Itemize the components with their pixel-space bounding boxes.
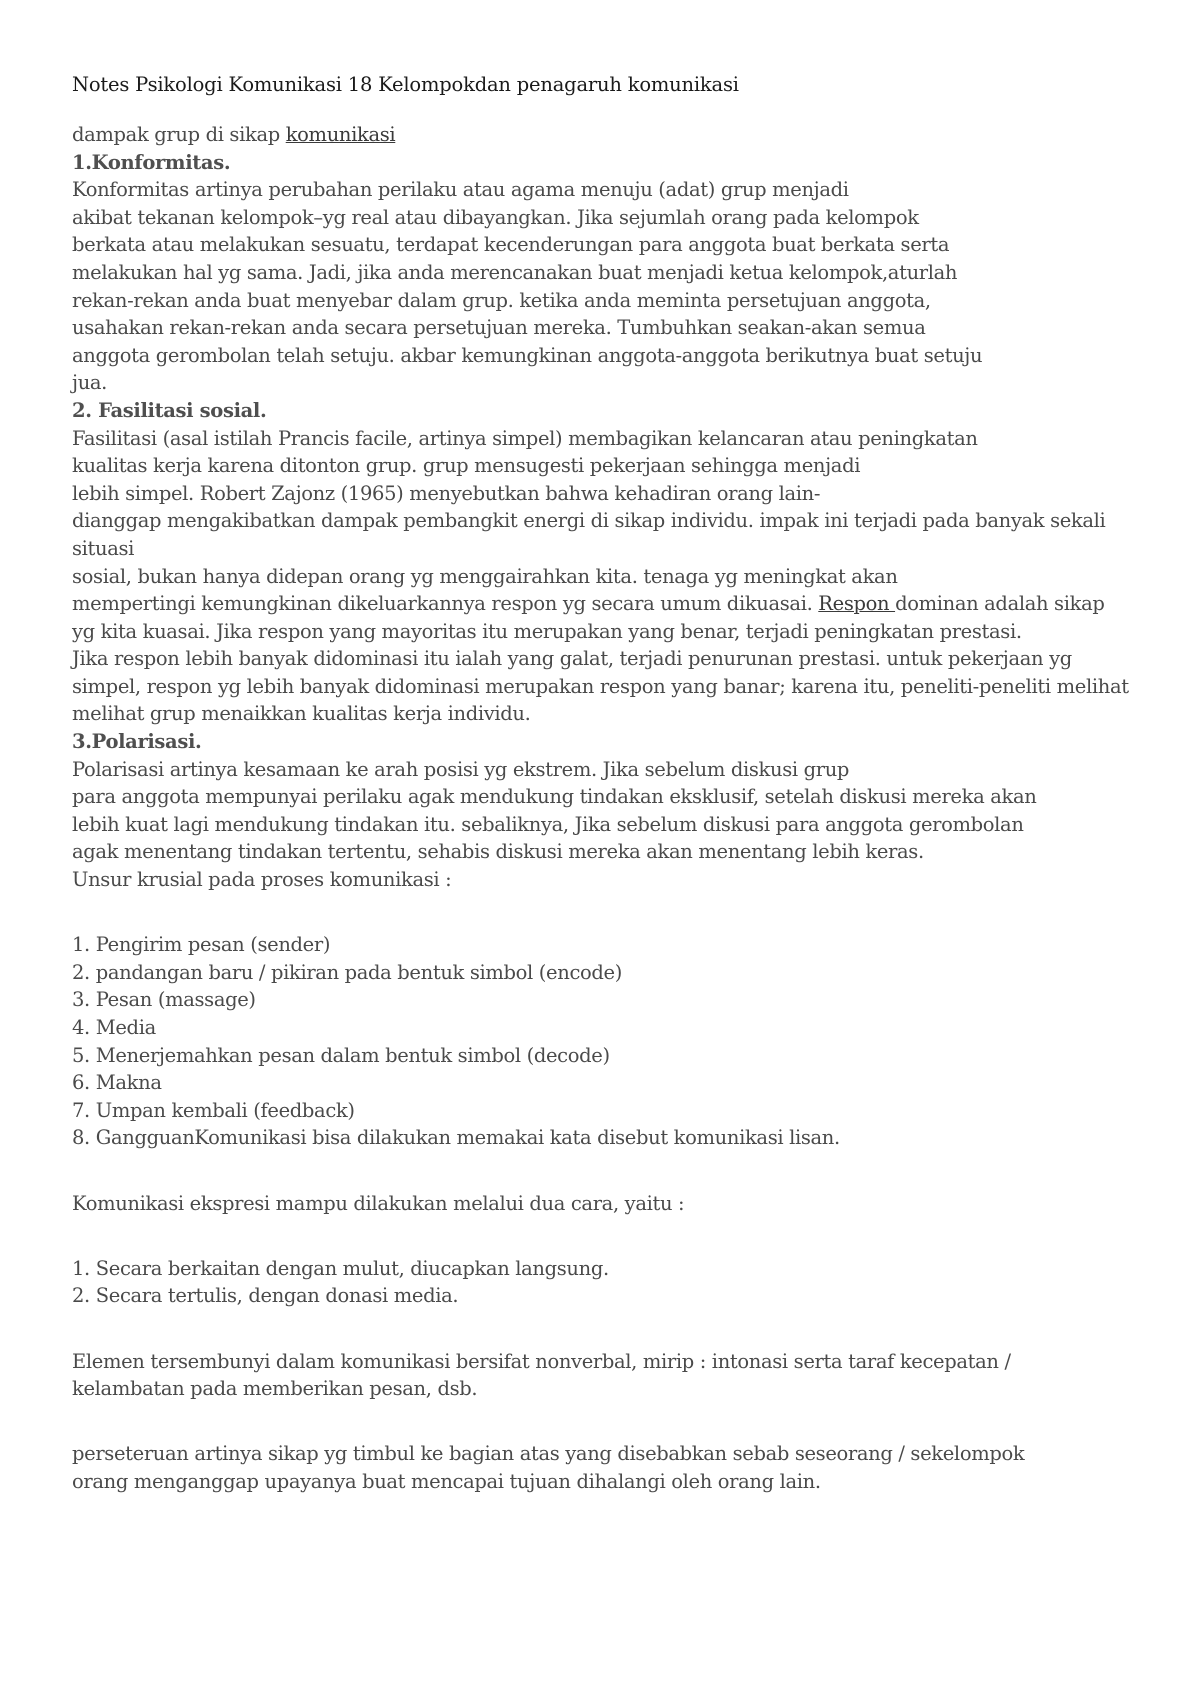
intro-line	[72, 121, 1152, 149]
respon-suffix: dominan adalah sikap	[895, 592, 1105, 616]
spacer	[72, 1245, 1152, 1255]
paragraph-line: melakukan hal yg sama. Jadi, jika anda merencanakan buat menjadi ketua kelompok,aturlah	[72, 260, 958, 284]
section-heading-konformitas: 1.Konformitas.	[72, 150, 231, 174]
list-item: 5. Menerjemahkan pesan dalam bentuk simbol (decode)	[72, 1043, 610, 1067]
paragraph-line: melihat grup menaikkan kualitas kerja individu.	[72, 702, 531, 726]
intro-text: dampak grup di sikap	[72, 123, 286, 146]
paragraph-line: perseteruan artinya sikap yg timbul ke bagian atas yang disebabkan sebab seseorang / sekelompok	[72, 1442, 1025, 1466]
paragraph-line: jua.	[72, 371, 108, 395]
list-item: 2. Secara tertulis, dengan donasi media.	[72, 1284, 459, 1308]
spacer	[72, 1180, 1152, 1190]
paragraph-line: kelambatan pada memberikan pesan, dsb.	[72, 1377, 478, 1401]
paragraph-line: Polarisasi artinya kesamaan ke arah posisi yg ekstrem. Jika sebelum diskusi grup	[72, 757, 850, 781]
spacer	[72, 1217, 1152, 1245]
expressive-intro: Komunikasi ekspresi mampu dilakukan melalui dua cara, yaitu :	[72, 1191, 685, 1215]
respon-link[interactable]: Respon	[818, 592, 896, 616]
paragraph-line: lebih kuat lagi mendukung tindakan itu. sebaliknya, Jika sebelum diskusi para anggota gerombolan	[72, 812, 1024, 836]
paragraph-line: lebih simpel. Robert Zajonz (1965) menyebutkan bahwa kehadiran orang lain-	[72, 481, 821, 505]
section-heading-polarisasi: 3.Polarisasi.	[72, 730, 202, 754]
paragraph-line-respon	[72, 590, 1152, 618]
list-item: 1. Pengirim pesan (sender)	[72, 933, 331, 957]
paragraph-line: Elemen tersembunyi dalam komunikasi bersifat nonverbal, mirip : intonasi serta taraf kecepatan /	[72, 1349, 1011, 1373]
list-item: 3. Pesan (massage)	[72, 988, 256, 1012]
spacer	[72, 1403, 1152, 1431]
spacer	[72, 1310, 1152, 1338]
paragraph-line: Konformitas artinya perubahan perilaku atau agama menuju (adat) grup menjadi	[72, 178, 849, 202]
paragraph-line: Fasilitasi (asal istilah Prancis facile, artinya simpel) membagikan kelancaran atau peningkatan	[72, 426, 978, 450]
paragraph-line: akibat tekanan kelompok–yg real atau dibayangkan. Jika sejumlah orang pada kelompok	[72, 205, 919, 229]
spacer	[72, 894, 1152, 922]
list-item: 8. GangguanKomunikasi bisa dilakukan memakai kata disebut komunikasi lisan.	[72, 1126, 840, 1150]
spacer	[72, 1338, 1152, 1348]
paragraph-line: anggota gerombolan telah setuju. akbar kemungkinan anggota-anggota berikutnya buat setuju	[72, 343, 983, 367]
document-body	[72, 121, 1152, 1496]
paragraph-line: simpel, respon yg lebih banyak didominasi merupakan respon yang banar; karena itu, peneliti-peneliti melihat	[72, 674, 1129, 698]
paragraph-line: Jika respon lebih banyak didominasi itu ialah yang galat, terjadi penurunan prestasi. untuk pekerjaan yg	[72, 647, 1072, 671]
spacer	[72, 921, 1152, 931]
list-item: 4. Media	[72, 1016, 156, 1039]
list-item: 6. Makna	[72, 1071, 162, 1095]
paragraph-line: agak menentang tindakan tertentu, sehabis diskusi mereka akan menentang lebih keras.	[72, 840, 924, 864]
paragraph-line: sosial, bukan hanya didepan orang yg menggairahkan kita. tenaga yg meningkat akan	[72, 564, 898, 588]
section-heading-fasilitasi-sosial: 2. Fasilitasi sosial.	[72, 398, 267, 422]
komunikasi-link[interactable]: komunikasi	[285, 123, 396, 146]
respon-prefix: mempertingi kemungkinan dikeluarkannya respon yg secara umum dikuasai.	[72, 592, 819, 616]
list-item: 2. pandangan baru / pikiran pada bentuk simbol (encode)	[72, 960, 622, 984]
document-title: Notes Psikologi Komunikasi 18 Kelompokdan penagaruh komunikasi	[72, 73, 739, 96]
paragraph-line: rekan-rekan anda buat menyebar dalam grup. ketika anda meminta persetujuan anggota,	[72, 288, 931, 312]
paragraph-line: yg kita kuasai. Jika respon yang mayoritas itu merupakan yang benar, terjadi peningkatan prestasi.	[72, 619, 1022, 643]
paragraph-line: Unsur krusial pada proses komunikasi :	[72, 868, 452, 892]
paragraph-line: kualitas kerja karena ditonton grup. grup mensugesti pekerjaan sehingga menjadi	[72, 454, 861, 478]
paragraph-line: para anggota mempunyai perilaku agak mendukung tindakan eksklusif, setelah diskusi mereka akan	[72, 785, 1037, 809]
spacer	[72, 1152, 1152, 1180]
paragraph-line: berkata atau melakukan sesuatu, terdapat kecenderungan para anggota buat berkata serta	[72, 233, 950, 257]
spacer	[72, 1430, 1152, 1440]
paragraph-line: orang menganggap upayanya buat mencapai tujuan dihalangi oleh orang lain.	[72, 1469, 821, 1493]
list-item: 7. Umpan kembali (feedback)	[72, 1098, 355, 1122]
list-item: 1. Secara berkaitan dengan mulut, diucapkan langsung.	[72, 1256, 609, 1280]
paragraph-line: usahakan rekan-rekan anda secara persetujuan mereka. Tumbuhkan seakan-akan semua	[72, 316, 926, 340]
paragraph-line: dianggap mengakibatkan dampak pembangkit energi di sikap individu. impak ini terjadi pada banyak sekali situasi	[72, 509, 1106, 560]
